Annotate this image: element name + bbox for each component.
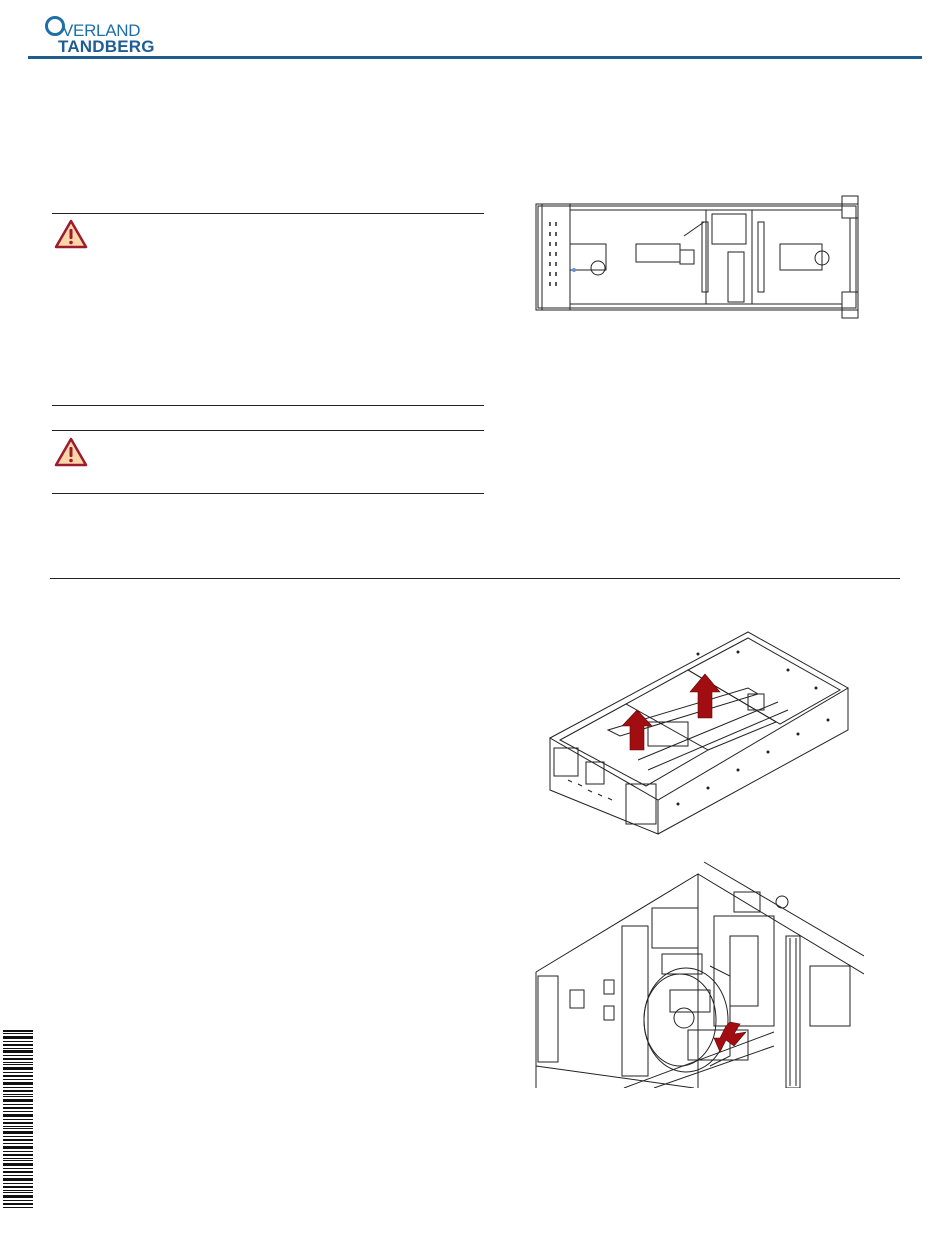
- brand-logo: [44, 10, 174, 56]
- document-barcode: [3, 1030, 33, 1210]
- tape-drive-detail-figure: [534, 856, 864, 1088]
- section-divider: [50, 578, 900, 579]
- warning-2-bottom-rule: [52, 493, 484, 494]
- logo-line-1: VERLAND: [62, 21, 141, 40]
- header-rule: [28, 56, 922, 59]
- warning-triangle-icon: [54, 218, 88, 250]
- warning-1-top-rule: [52, 213, 484, 214]
- warning-2-top-rule: [52, 430, 484, 431]
- logo-line-2: TANDBERG: [58, 37, 155, 56]
- warning-triangle-icon: [54, 436, 88, 468]
- library-top-view-figure: [532, 192, 868, 324]
- warning-1-bottom-rule: [52, 405, 484, 406]
- library-lift-figure: [548, 630, 850, 836]
